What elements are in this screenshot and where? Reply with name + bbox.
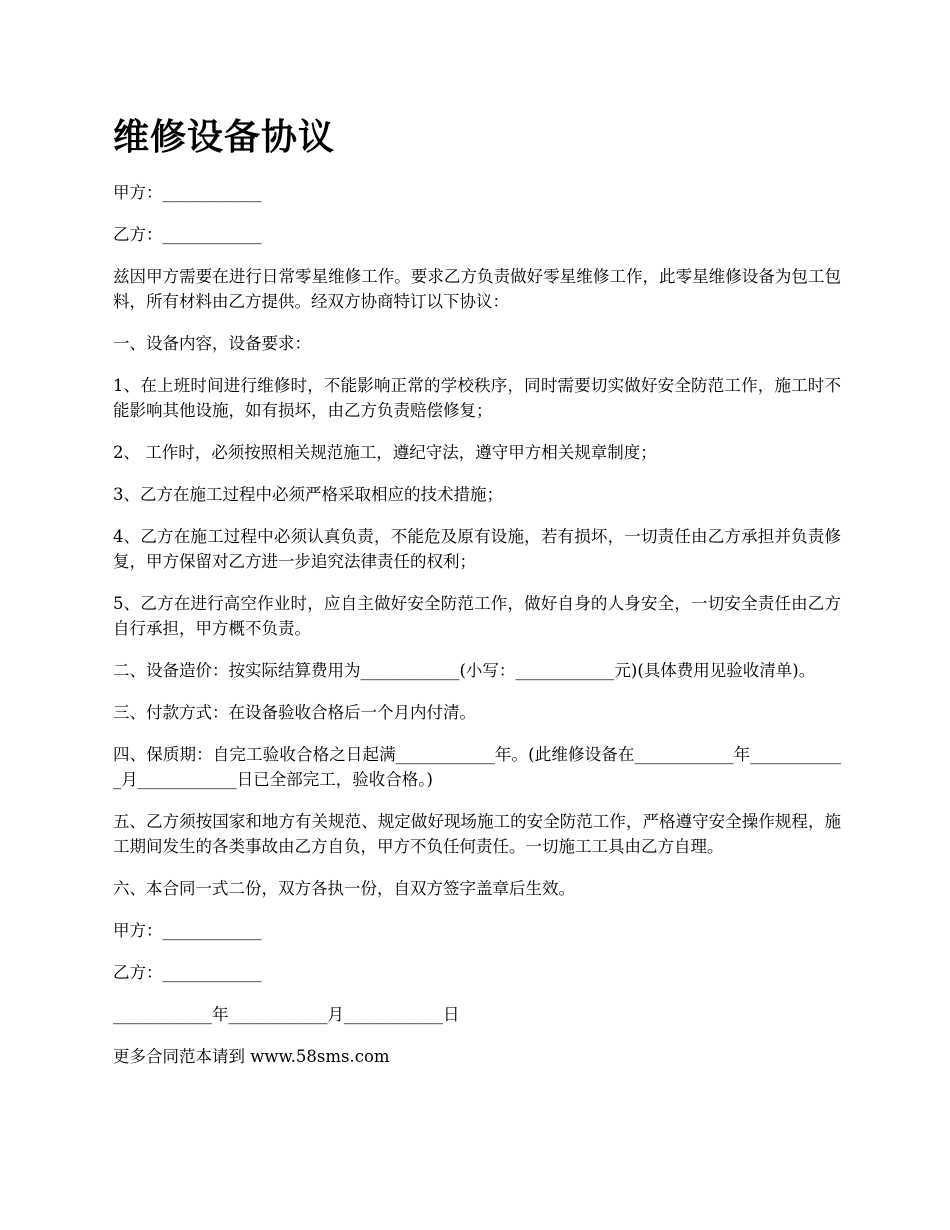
document-body: [113, 180, 841, 1086]
section-1-heading: 一、设备内容，设备要求：: [113, 334, 311, 353]
clause-2: 2、 工作时，必须按照相关规范施工，遵纪守法，遵守甲方相关规章制度；: [113, 443, 657, 462]
section-4-warranty: 四、保质期：自完工验收合格之日起满____________年。(此维修设备在____________年____________月____________日已全部完工，验收合格。): [113, 745, 841, 789]
section-3-payment: 三、付款方式：在设备验收合格后一个月内付清。: [113, 703, 476, 722]
section-6-copies: 六、本合同一式二份，双方各执一份，自双方签字盖章后生效。: [113, 879, 575, 898]
clause-3: 3、乙方在施工过程中必须严格采取相应的技术措施；: [113, 485, 503, 504]
clause-4: 4、乙方在施工过程中必须认真负责，不能危及原有设施，若有损坏，一切责任由乙方承担并负责修复，甲方保留对乙方进一步追究法律责任的权利；: [113, 527, 841, 571]
footer-note: 更多合同范本请到 www.58sms.com: [113, 1047, 390, 1066]
party-b-line: 乙方：____________: [113, 225, 262, 244]
signature-party-b: 乙方：____________: [113, 963, 262, 982]
clause-5: 5、乙方在进行高空作业时，应自主做好安全防范工作，做好自身的人身安全，一切安全责任由乙方自行承担，甲方概不负责。: [113, 594, 841, 638]
section-2-cost: 二、设备造价：按实际结算费用为____________(小写：____________元)(具体费用见验收清单)。: [113, 661, 816, 680]
signature-date: ____________年____________月____________日: [113, 1005, 460, 1024]
signature-party-a: 甲方：____________: [113, 921, 262, 940]
preamble-paragraph: 兹因甲方需要在进行日常零星维修工作。要求乙方负责做好零星维修工作，此零星维修设备为包工包料，所有材料由乙方提供。经双方协商特订以下协议：: [113, 267, 841, 311]
clause-1: 1、在上班时间进行维修时，不能影响正常的学校秩序，同时需要切实做好安全防范工作，施工时不能影响其他设施，如有损坏，由乙方负责赔偿修复；: [113, 376, 841, 420]
document-title: 维修设备协议: [113, 116, 336, 158]
party-a-line: 甲方：____________: [113, 183, 262, 202]
section-5-safety: 五、乙方须按国家和地方有关规范、规定做好现场施工的安全防范工作，严格遵守安全操作规程，施工期间发生的各类事故由乙方自负，甲方不负任何责任。一切施工工具由乙方自理。: [113, 812, 841, 856]
